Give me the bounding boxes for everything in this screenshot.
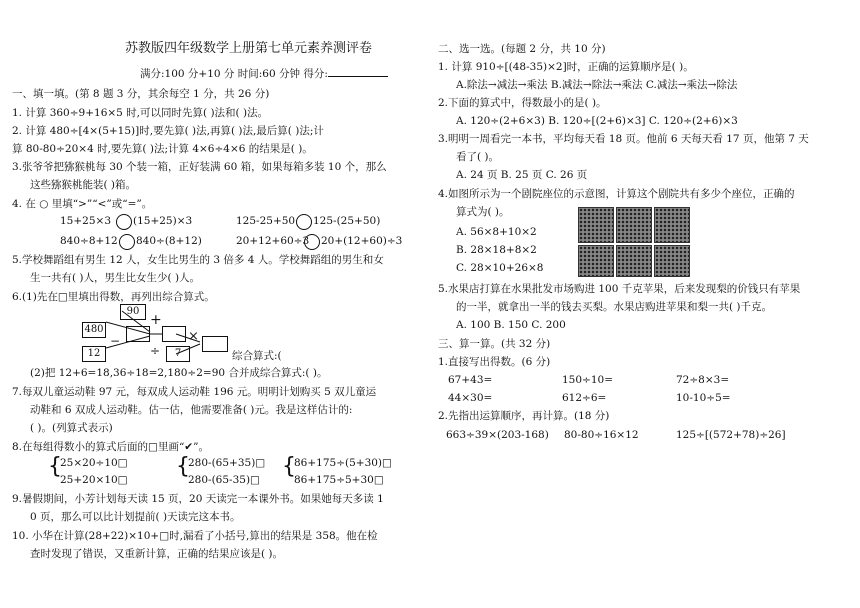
r-q5-options: A. 100 B. 150 C. 200 [456,319,566,331]
q8-brace-3: { [282,454,296,479]
q5-text-line1: 5.学校舞蹈组有男生 12 人，女生比男生的 3 倍多 4 人。学校舞蹈组的男生和女 [12,254,384,266]
q6-comprehensive-label: 综合算式:( [232,350,282,362]
q9-text-line2: 0 页，那么可以比计划提前( )天读完这本书。 [30,511,241,523]
q6-box-480: 480 [82,322,106,338]
q8-g1-a: 25×20÷10□ [60,457,128,469]
score-blank[interactable] [328,67,388,77]
q3-text-line2: 这些猕猴桃能装( )箱。 [30,179,137,191]
score-meta-text: 满分:100 分+10 分 时间:60 分钟 得分: [140,68,328,80]
q6-part2-text: (2)把 12+6=18,36÷18=2,180÷2=90 合并成综合算式:( )。 [30,367,328,379]
q8-g2-b: 280-(65-35)□ [188,474,260,486]
seat-block-6 [654,245,690,277]
q4-compare-circle-2[interactable] [296,214,312,230]
q4-expr-b3: 840÷(8+12) [136,235,202,247]
q6-answer-box-3[interactable] [202,336,228,352]
q4-expr-a1: 15+25×3 [60,215,111,227]
q8-brace-1: { [48,454,62,479]
q4-expr-b1: (15+25)×3 [133,215,193,227]
q6-box-12: 12 [82,346,106,362]
r-q5-text-line2: 的一半，就拿出一半的钱去买梨。水果店购进苹果和梨一共( )千克。 [456,301,773,313]
q6-minus-op: − [110,334,121,348]
calc2-heading: 2.先指出运算顺序，再计算。(18 分) [438,410,610,422]
page-title: 苏教版四年级数学上册第七单元素养测评卷 [125,41,373,56]
q6-times-op: × [188,329,199,344]
calc1-item-4: 44×30= [448,392,493,404]
r-q4-option-b: B. 28×18+8×2 [456,244,537,256]
q4-compare-circle-3[interactable] [119,234,135,250]
r-q3-text-line2: 看了( )。 [456,151,500,163]
r-q2-options: A. 120÷(2+6×3) B. 120÷[(2+6)×3] C. 120÷(2+6)×3 [456,115,738,127]
section-2-heading: 二、选一选。(每题 2 分，共 10 分) [438,43,606,55]
q8-g3-a: 86+175÷(5+30)□ [294,457,392,469]
q4-expr-b2: 125-(25+50) [313,215,381,227]
r-q4-text-line2: 算式为( )。 [456,206,510,218]
calc1-item-6: 10-10÷5= [676,392,731,404]
r-q4-text-line1: 4.如图所示为一个剧院座位的示意图，计算这个剧院共有多少个座位，正确的 [438,188,795,200]
q8-brace-2: { [176,454,190,479]
q10-text-line1: 10. 小华在计算(28+22)×10+□时,漏看了小括号,算出的结果是 358。他在检 [12,530,378,542]
q3-text-line1: 3.张爷爷把猕猴桃每 30 个装一箱，正好装满 60 箱，如果每箱多装 10 个，那么 [12,161,387,173]
q6-answer-box-1[interactable] [126,326,150,342]
seat-block-5 [616,245,652,277]
q7-text-line3: ( )。(列算式表示) [30,422,113,434]
seat-block-4 [578,245,614,277]
q5-text-line2: 生一共有( )人，男生比女生少( )人。 [30,272,201,284]
r-q3-options: A. 24 页 B. 25 页 C. 26 页 [456,169,588,181]
q4-expr-b4: 20+(12+60)÷3 [321,235,403,247]
calc1-item-5: 612÷6= [562,392,607,404]
calc1-item-3: 72÷8×3= [676,374,730,386]
section-3-heading: 三、算一算。(共 32 分) [438,338,551,350]
score-meta [140,67,388,81]
q4-compare-circle-4[interactable] [304,234,320,250]
q9-text-line1: 9.暑假期间，小芳计划每天读 15 页，20 天读完一本课外书。如果她每天多读 1 [12,493,384,505]
q1-text: 1. 计算 360÷9+16×5 时,可以同时先算( )法和( )法。 [12,107,269,119]
r-q1-options: A.除法→减法→乘法 B.减法→除法→乘法 C.减法→乘法→除法 [456,79,738,91]
q8-g3-b: 86+175÷5+30□ [294,474,384,486]
calc2-item-2: 80-80÷16×12 [564,429,639,441]
q6-answer-box-2[interactable] [162,326,186,342]
q4-expr-a3: 840÷8+12 [60,235,118,247]
seat-block-3 [654,207,690,243]
calc1-item-1: 67+43= [448,374,493,386]
q6-box-90: 90 [120,304,146,320]
q4-expr-a2: 125-25+50 [236,215,296,227]
calc2-item-3: 125÷[(572+78)÷26] [676,429,786,441]
r-q5-text-line1: 5.水果店打算在水果批发市场购进 100 千克苹果，后来发现梨的价钱只有苹果 [438,283,801,295]
q2-text-line2: 算 80-80÷20×4 时,要先算( )法;计算 4×6÷4×6 的结果是( )。 [12,143,313,155]
q8-g2-a: 280-(65+35)□ [188,457,266,469]
q7-text-line1: 7.每双儿童运动鞋 97 元，每双成人运动鞋 196 元。明明计划购买 5 双儿童运 [12,386,377,398]
q8-g1-b: 25+20×10□ [60,474,128,486]
q6-flow-diagram [80,304,230,366]
q6-plus-op: + [150,312,162,328]
calc2-item-1: 663÷39×(203-168) [446,429,549,441]
theater-seating-diagram [578,207,690,277]
q6-box-7: 7 [166,346,190,362]
q10-text-line2: 查时发现了错误，又重新计算，正确的结果应该是( )。 [30,548,284,560]
r-q2-text: 2.下面的算式中，得数最小的是( )。 [438,97,607,109]
seat-block-1 [578,207,614,243]
q6-div-op: ÷ [150,344,161,358]
r-q1-text: 1. 计算 910÷[(48-35)×2]时，正确的运算顺序是( )。 [438,61,694,73]
q8-text: 8.在每组得数小的算式后面的□里画“✔”。 [12,441,209,453]
q7-text-line2: 动鞋和 6 双成人运动鞋。估一估，他需要准备( )元。我是这样估计的: [30,404,353,416]
calc1-heading: 1.直接写出得数。(6 分) [438,356,551,368]
r-q4-option-a: A. 56×8+10×2 [456,226,537,238]
q4-text: 4. 在 ○ 里填“>”“<”或“=”。 [12,198,153,210]
section-1-heading: 一、填一填。(第 8 题 3 分，其余每空 1 分，共 26 分) [12,88,270,100]
r-q4-option-c: C. 28×10+26×8 [456,262,544,274]
calc1-item-2: 150÷10= [562,374,613,386]
q4-compare-circle-1[interactable] [116,214,132,230]
seat-block-2 [616,207,652,243]
r-q3-text-line1: 3.明明一周看完一本书，平均每天看 18 页。他前 6 天每天看 17 页，他第 7 天 [438,133,809,145]
q4-expr-a4: 20+12+60÷3 [236,235,310,247]
q2-text-line1: 2. 计算 480÷[4×(5+15)]时,要先算( )法,再算( )法,最后算( )法;计 [12,125,324,137]
q6-text: 6.(1)先在□里填出得数，再列出综合算式。 [12,291,215,303]
